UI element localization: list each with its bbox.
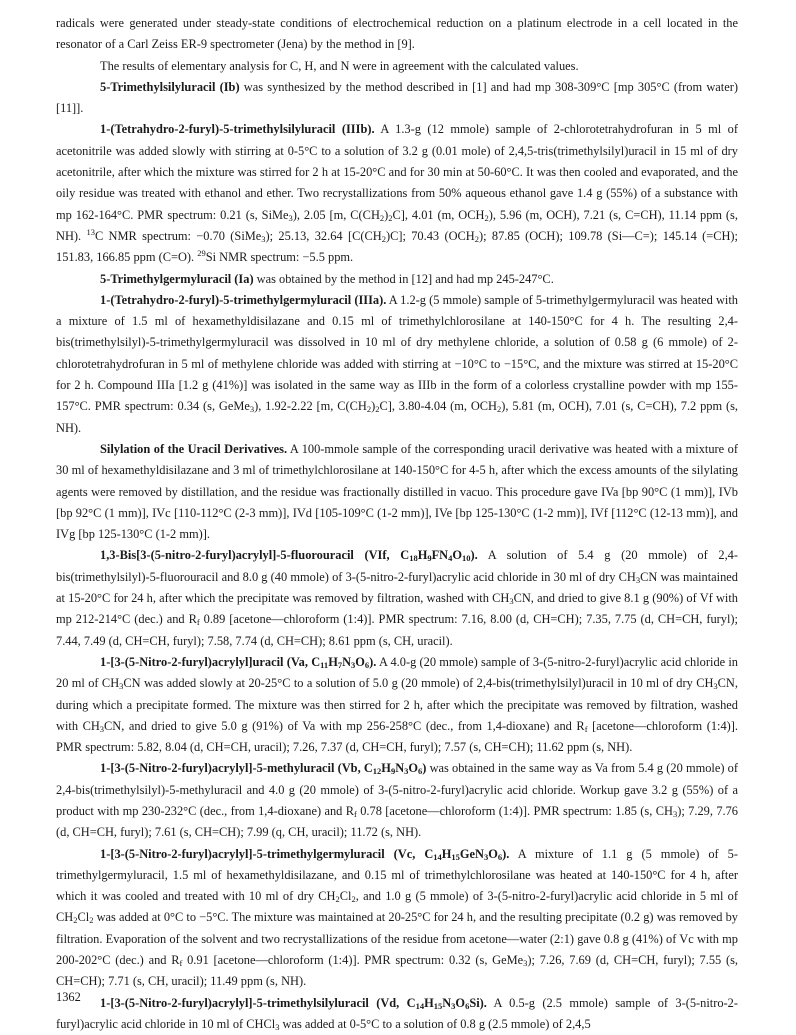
paragraph-compound-iiia: 1-(Tetrahydro-2-furyl)-5-trimethylgermyluracil (IIIa). A 1.2-g (5 mmole) sample of 5-trimethylgermyluracil was heated with a mixture of 1.5 ml of hexamethyldisilazane and 0.15 ml of trimethylchlorosilane at 140-150°C for 4 h. The resulting 2,4-bis(trimethylsilyl)-5-trimethylgermyluracil was dissolved in 10 ml of dry methylene chloride, a solution of 0.58 g (6 mmole) of 2-chlorotetrahydrofuran in 5 ml of methylene chloride was added with stirring at −10°C to −15°C, and the mixture was stirred at 15-20°C for 2 h. Compound IIIa [1.2 g (41%)] was isolated in the same way as IIIb in the form of a colorless crystalline powder with mp 155-157°C. PMR spectrum: 0.34 (s, GeMe$_3$), 1.92-2.22 [m, $C(CH_2)_2C$], 3.80-4.04 (m, $OCH_2$), 5.81 (m, OCH), 7.01 (s, C=CH), 7.2 ppm (s, NH). [56,292,739,435]
paragraph-compound-iiib: 1-(Tetrahydro-2-furyl)-5-trimethylsilyluracil (IIIb). A 1.3-g (12 mmole) sample of 2-chlorotetrahydrofuran in 5 ml of acetonitrile was added slowly with stirring at 0-5°C to a solution of 3.2 g (0.01 mole) of 2,4,5-tris(trimethylsilyl)uracil in 15 ml of dry acetonitrile, after which the mixture was stirred for 2 h at 15-20°C and for 30 min at 50-60°C. It was then cooled and evaporated, and the oily residue was treated with ethanol and ether. Two recrystallizations from 50% aqueous ethanol gave 1.4 g (55%) of a substance with mp 162-164°C. PMR spectrum: 0.21 (s, SiMe$_3$), 2.05 [m, $C(CH_2)_2C$], 4.01 (m, $OCH_2$), 5.96 (m, OCH), 7.21 (s, C=CH), 11.14 ppm (s, NH). $^{13}$C NMR spectrum: −0.70 (SiMe$_3$); 25.13, 32.64 $[C(CH_2)C]$; 70.43 $(OCH_2)$; 87.85 (OCH); 109.78 (Si—C=); 145.14 (=CH); 151.83, 166.85 ppm (C=O). $^{29}$Si NMR spectrum: −5.5 ppm. [56,122,738,265]
paragraph-compound-ia: 5-Trimethylgermyluracil (Ia) was obtained by the method in [12] and had mp 245-247°C. [100,271,554,286]
paragraph-compound-vc: 1-[3-(5-Nitro-2-furyl)acrylyl]-5-trimethylgermyluracil (Vc, $C_{14}H_{15}GeN_3O_6$). A mixture of 1.1 g (5 mmole) of 5-trimethylgermyluracil, 1.5 ml of hexamethyldisilazane, and 0.15 ml of trimethylchlorosilane was heated at 140-150°C for 4 h, after which it was cooled and treated with 10 ml of dry $CH_2Cl_2$, and 1.0 g (5 mmole) of 3-(5-nitro-2-furyl)acrylic acid chloride in 5 ml of $CH_2Cl_2$ was added at 0°C to −5°C. The mixture was maintained at 20-25°C for 24 h, and the resulting precipitate (0.2 g) was removed by filtration. Evaporation of the solvent and two recrystallizations of the residue from acetone—water (2:1) gave 0.8 g (41%) of Vc with mp 200-202°C (dec.) and $R_f$ 0.91 [acetone—chloroform (1:4)]. PMR spectrum: 0.32 (s, GeMe$_3$); 7.26, 7.69 (d, CH=CH, furyl); 7.55 (s, CH=CH); 7.71 (s, CH, uracil); 11.49 ppm (s, NH). [56,846,739,989]
paragraph-silylation: Silylation of the Uracil Derivatives. A 100-mmole sample of the corresponding uracil derivative was heated with a mixture of 30 ml of hexamethyldisilazane and 3 ml of trimethylchlorosilane at 140-150°C for 4-5 h, after which the excess amounts of the silylating agents were removed by distillation, and the residue was fractionally distilled in vacuo. This procedure gave IVa [bp 90°C (1 mm)], IVb [bp 92°C (1 mm)], IVc [110-112°C (2-3 mm)], IVd [105-109°C (1-2 mm)], IVe [bp 125-130°C (1-2 mm)], IVf [112°C (12-13 mm)], and IVg [bp 125-130°C (1-2 mm)]. [56,441,738,542]
paragraph-compound-va: 1-[3-(5-Nitro-2-furyl)acrylyl]uracil (Va, $C_{11}H_7N_3O_6$). A 4.0-g (20 mmole) sample of 3-(5-nitro-2-furyl)acrylic acid chloride in 20 ml of $CH_3CN$ was added slowly at 20-25°C to a solution of 5.0 g (20 mmole) of 2,4-bis(trimethylsilyl)uracil in 10 ml of dry $CH_3CN$, during which a precipitate formed. The mixture was then stirred for 2 h, after which the precipitate was removed by filtration, washed with $CH_3CN$, and dried to give 5.0 g (91%) of Va with mp 256-258°C (dec., from 1,4-dioxane) and $R_f$ [acetone—chloroform (1:4)]. PMR spectrum: 5.82, 8.04 (d, CH=CH, uracil); 7.26, 7.37 (d, CH=CH, furyl); 7.57 (s, CH=CH); 11.62 ppm (s, NH). [56,654,739,755]
paragraph-compound-vif: 1,3-Bis[3-(5-nitro-2-furyl)acrylyl]-5-fluorouracil (VIf, $C_{18}H_9FN_4O_{10}$). A solution of 5.4 g (20 mmole) of 2,4-bis(trimethylsilyl)-5-fluorouracil and 8.0 g (40 mmole) of 3-(5-nitro-2-furyl)acrylic acid chloride in 30 ml of dry $CH_3CN$ was maintained at 15-20°C for 24 h, after which the precipitate was removed by filtration, washed with $CH_3CN$, and dried to give 8.1 g (90%) of Vf with mp 212-214°C (dec.) and $R_f$ 0.89 [acetone—chloroform (1:4)]. PMR spectrum: 7.16, 8.00 (d, CH=CH); 7.35, 7.75 (d, CH=CH, furyl); 7.44, 7.49 (d, CH=CH, furyl); 7.58, 7.74 (d, CH=CH); 8.61 ppm (s, CH, uracil). [56,548,738,648]
paragraph-intro: radicals were generated under steady-state conditions of electrochemical reduction on a platinum electrode in a cell located in the resonator of a Carl Zeiss ER-9 spectrometer (Jena) by the method in [9]. [56,16,738,52]
page-body [56,13,738,1035]
paragraph-compound-ib: 5-Trimethylsilyluracil (Ib) was synthesized by the method described in [1] and had mp 308-309°C [mp 305°C (from water) [11]]. [56,79,738,116]
paragraph-elemental-analysis: The results of elementary analysis for C, H, and N were in agreement with the calculated values. [100,58,579,73]
paragraph-compound-vd: 1-[3-(5-Nitro-2-furyl)acrylyl]-5-trimethylsilyluracil (Vd, $C_{14}H_{15}N_3O_6Si$). A 0.5-g (2.5 mmole) sample of 3-(5-nitro-2-furyl)acrylic acid chloride in 10 ml of CHCl$_3$ was added at 0-5°C to a solution of 0.8 g (2.5 mmole) of 2,4,5 [56,995,738,1032]
paragraph-compound-vb: 1-[3-(5-Nitro-2-furyl)acrylyl]-5-methyluracil (Vb, $C_{12}H_9N_3O_6$) was obtained in the same way as Va from 5.4 g (20 mmole) of 2,4-bis(trimethylsilyl)-5-methyluracil and 4.0 g (20 mmole) of 3-(5-nitro-2-furyl)acrylic acid chloride. Workup gave 3.2 g (55%) of a product with mp 230-232°C (dec., from 1,4-dioxane) and $R_f$ 0.78 [acetone—chloroform (1:4)]. PMR spectrum: 1.85 (s, $CH_3$); 7.29, 7.76 (d, CH=CH, furyl); 7.61 (s, CH=CH); 7.99 (q, CH, uracil); 11.72 (s, NH). [56,761,738,840]
page-number: 1362 [56,990,81,1004]
